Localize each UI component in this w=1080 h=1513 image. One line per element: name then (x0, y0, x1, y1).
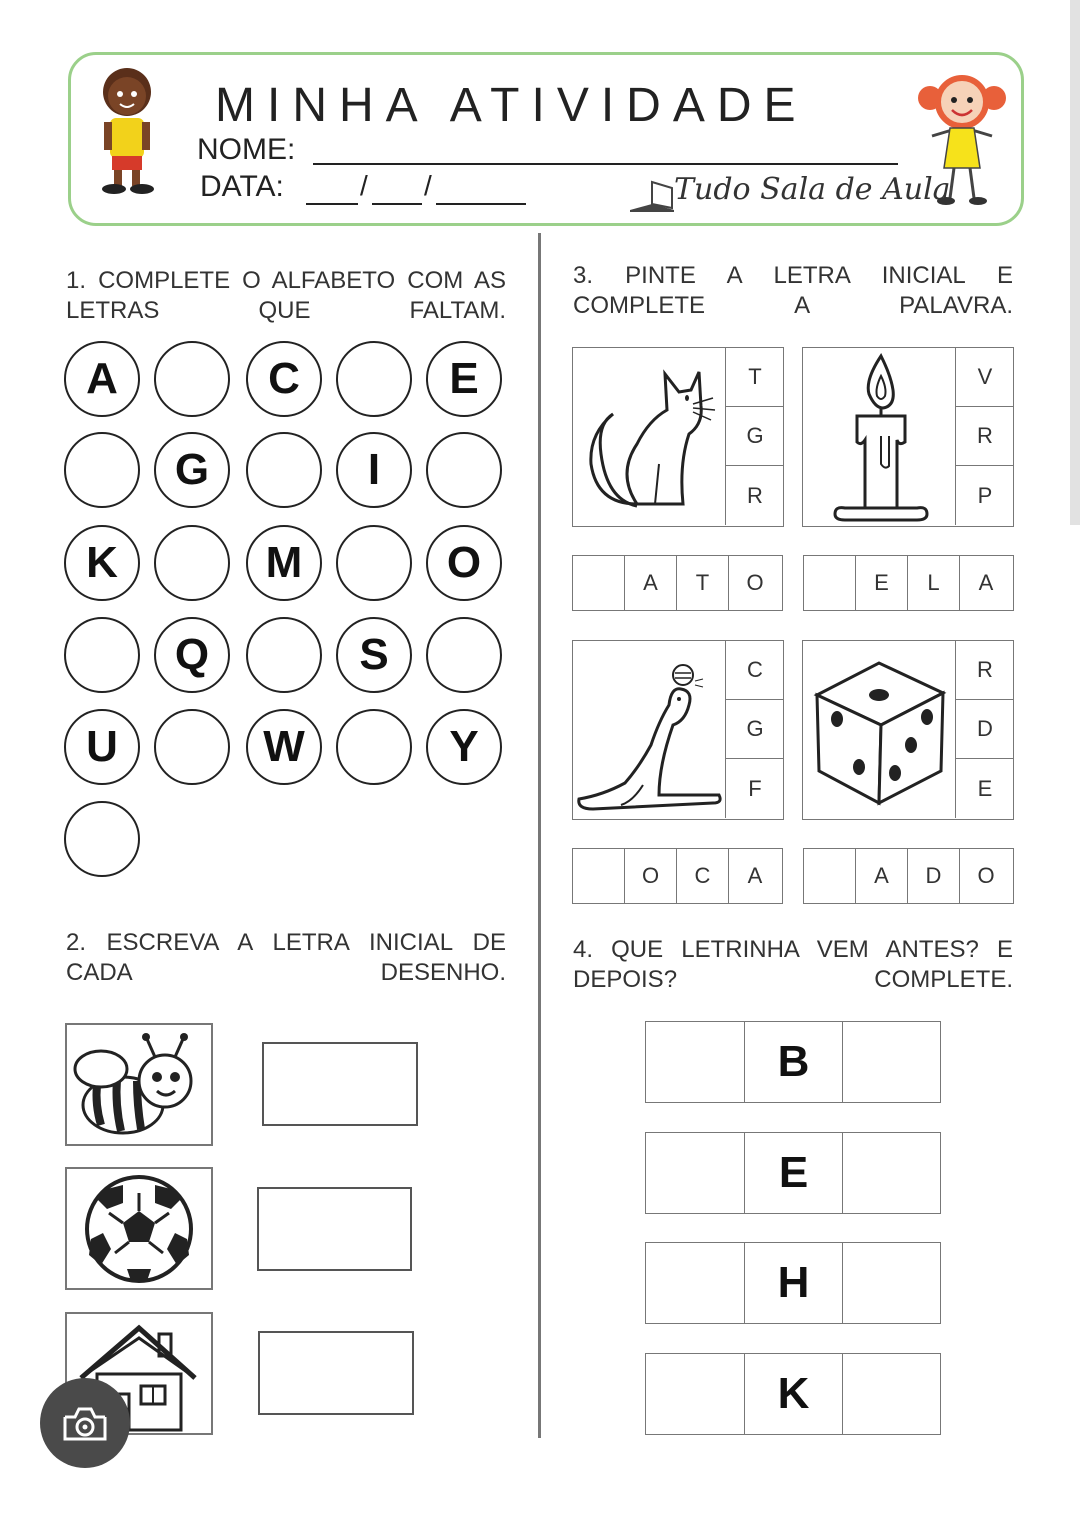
word-row-seal (572, 848, 783, 904)
option-letter[interactable]: V (956, 348, 1014, 407)
date-day-line[interactable] (306, 203, 358, 205)
alphabet-blank-circle[interactable] (426, 617, 502, 693)
alphabet-blank-circle[interactable] (426, 432, 502, 508)
alphabet-blank-circle[interactable] (154, 709, 230, 785)
alphabet-blank-circle[interactable] (246, 617, 322, 693)
bee-icon (67, 1025, 211, 1144)
alphabet-letter-circle: M (246, 525, 322, 601)
option-column (725, 348, 784, 525)
word-blank[interactable] (573, 849, 625, 903)
alphabet-letter-circle: G (154, 432, 230, 508)
option-letter[interactable]: D (956, 700, 1014, 759)
alphabet-blank-circle[interactable] (154, 525, 230, 601)
alphabet-blank-circle[interactable] (246, 432, 322, 508)
before-letter-cell[interactable] (645, 1021, 745, 1103)
word-blank[interactable] (804, 556, 856, 610)
option-column (725, 641, 784, 818)
word-letter: A (856, 849, 908, 903)
question-1-text: 1. COMPLETE O ALFABETO COM AS LETRAS QUE FALTAM. (66, 267, 506, 324)
word-letter: O (746, 570, 764, 595)
dice-icon (809, 653, 953, 809)
word-blank[interactable] (804, 849, 856, 903)
before-letter-cell[interactable] (645, 1242, 745, 1324)
word-letter: C (677, 849, 729, 903)
alphabet-letter-circle: I (336, 432, 412, 508)
alphabet-letter-circle: A (64, 341, 140, 417)
alphabet-letter-circle: U (64, 709, 140, 785)
alphabet-letter-circle: Y (426, 709, 502, 785)
word-row-cat (572, 555, 783, 611)
middle-letter-cell: B (744, 1021, 843, 1103)
word-letter: A (978, 570, 994, 595)
alphabet-blank-circle[interactable] (64, 432, 140, 508)
brand-signature: Tudo Sala de Aula (674, 172, 951, 207)
option-letter[interactable]: C (726, 641, 784, 700)
option-letter[interactable]: G (726, 700, 784, 759)
q3-item-cat (572, 347, 784, 527)
cat-icon (577, 354, 727, 520)
before-after-grid (645, 1021, 941, 1441)
after-letter-cell[interactable] (842, 1353, 941, 1435)
alphabet-letter-circle: C (246, 341, 322, 417)
after-letter-cell[interactable] (842, 1132, 941, 1214)
lens-icon (61, 1403, 109, 1443)
option-letter[interactable]: E (977, 775, 993, 801)
date-separator: / (424, 170, 432, 201)
word-row-dice (803, 848, 1014, 904)
alphabet-blank-circle[interactable] (64, 617, 140, 693)
word-letter: E (856, 556, 908, 610)
name-label: NOME: (197, 133, 296, 166)
alphabet-letter-circle: Q (154, 617, 230, 693)
word-letter: D (908, 849, 960, 903)
option-letter[interactable]: R (747, 482, 763, 508)
q3-item-dice (802, 640, 1014, 820)
middle-letter-cell: H (744, 1242, 843, 1324)
middle-letter-cell: K (744, 1353, 843, 1435)
question-2-text: 2. ESCREVA A LETRA INICIAL DE CADA DESENHO. (66, 929, 506, 986)
word-letter: O (625, 849, 677, 903)
word-row-candle (803, 555, 1014, 611)
option-column (955, 641, 1014, 818)
option-letter[interactable]: P (977, 482, 993, 508)
answer-box-house[interactable] (258, 1331, 414, 1415)
picture-frame (65, 1167, 213, 1290)
option-letter[interactable]: G (726, 407, 784, 466)
seal-icon (573, 645, 727, 817)
date-label: DATA: (200, 170, 284, 203)
question-4-text: 4. QUE LETRINHA VEM ANTES? E DEPOIS? COMPLETE. (573, 936, 1013, 993)
name-line[interactable] (313, 163, 898, 165)
option-letter[interactable]: R (956, 407, 1014, 466)
answer-box-ball[interactable] (257, 1187, 412, 1271)
q3-item-candle (802, 347, 1014, 527)
alphabet-letter-circle: W (246, 709, 322, 785)
alphabet-letter-circle: K (64, 525, 140, 601)
date-year-line[interactable] (436, 203, 526, 205)
alphabet-grid (64, 341, 508, 886)
word-letter: O (977, 863, 995, 888)
picture-frame (65, 1023, 213, 1146)
alphabet-blank-circle[interactable] (64, 801, 140, 877)
before-letter-cell[interactable] (645, 1353, 745, 1435)
alphabet-letter-circle: E (426, 341, 502, 417)
alphabet-blank-circle[interactable] (336, 341, 412, 417)
answer-box-bee[interactable] (262, 1042, 418, 1126)
soccer-ball-icon (67, 1169, 211, 1288)
alphabet-letter-circle: S (336, 617, 412, 693)
word-letter: A (625, 556, 677, 610)
after-letter-cell[interactable] (842, 1021, 941, 1103)
column-divider (538, 233, 541, 1438)
alphabet-blank-circle[interactable] (336, 525, 412, 601)
date-month-line[interactable] (372, 203, 422, 205)
question-3-text: 3. PINTE A LETRA INICIAL E COMPLETE A PALAVRA. (573, 262, 1013, 319)
book-icon (628, 178, 676, 214)
worksheet-title: MINHA ATIVIDADE (215, 79, 808, 132)
alphabet-letter-circle: O (426, 525, 502, 601)
alphabet-blank-circle[interactable] (336, 709, 412, 785)
option-letter[interactable]: F (748, 775, 762, 801)
date-separator: / (360, 170, 368, 201)
word-letter: A (747, 863, 763, 888)
word-letter: T (677, 556, 729, 610)
alphabet-blank-circle[interactable] (154, 341, 230, 417)
middle-letter-cell: E (744, 1132, 843, 1214)
word-letter: L (908, 556, 960, 610)
word-blank[interactable] (573, 556, 625, 610)
option-letter[interactable]: R (956, 641, 1014, 700)
lens-button[interactable] (40, 1378, 130, 1468)
boy-illustration (92, 64, 162, 196)
option-column (955, 348, 1014, 525)
before-letter-cell[interactable] (645, 1132, 745, 1214)
candle-icon (805, 350, 955, 524)
scrollbar[interactable] (1070, 0, 1080, 525)
q3-item-seal (572, 640, 784, 820)
after-letter-cell[interactable] (842, 1242, 941, 1324)
option-letter[interactable]: T (726, 348, 784, 407)
